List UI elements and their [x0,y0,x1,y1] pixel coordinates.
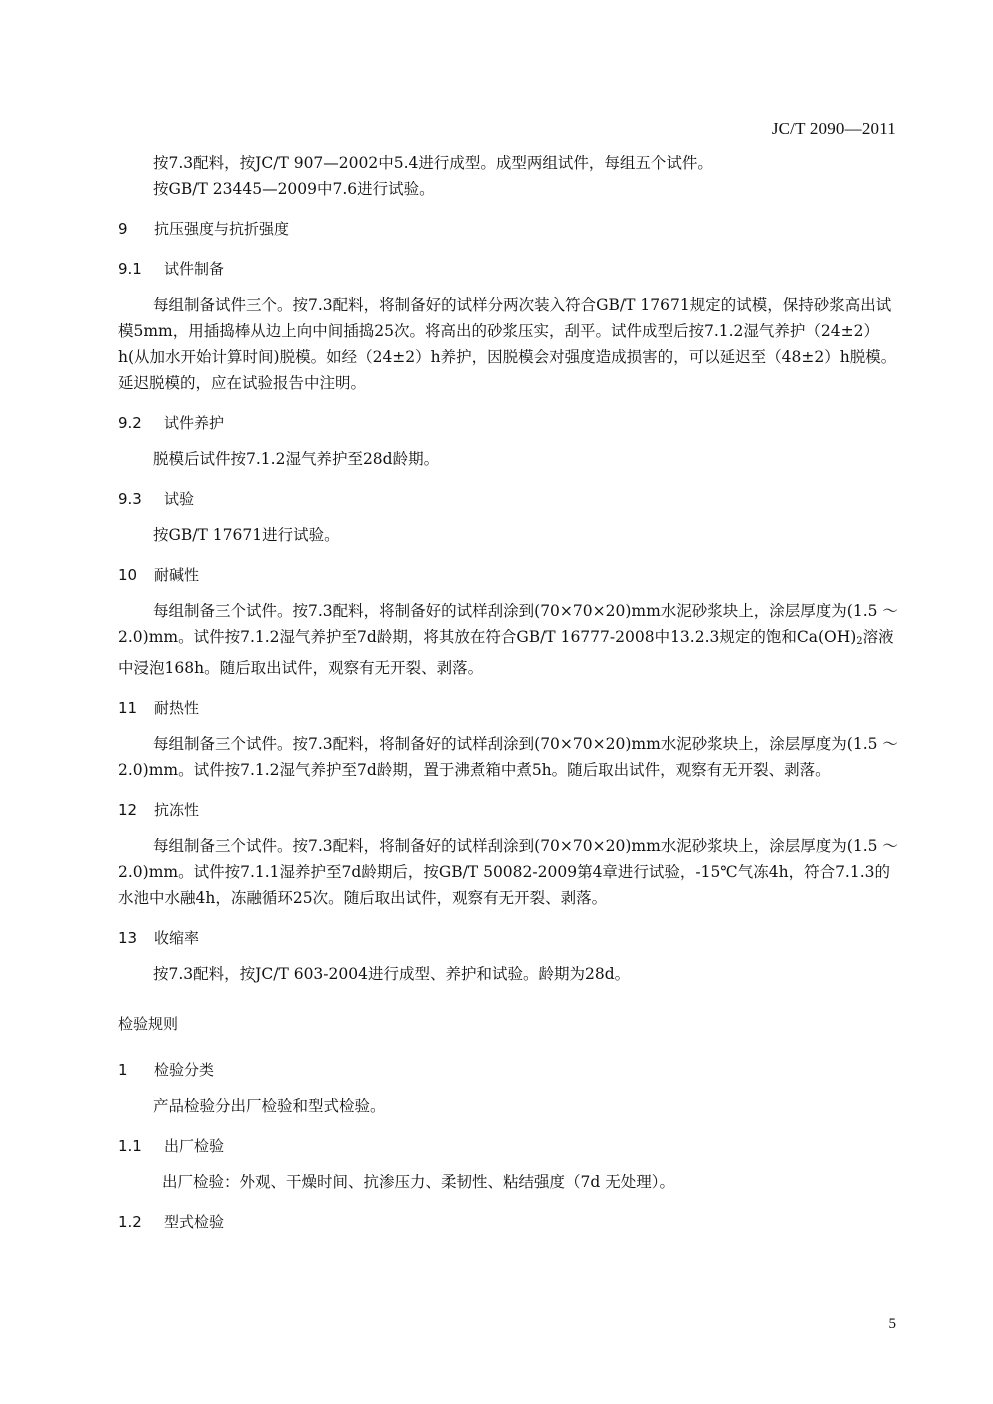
paragraph-heat-resistance: 每组制备三个试件。按7.3配料，将制备好的试样刮涂到(70×70×20)mm水泥砂浆块上，涂层厚度为(1.5 ～2.0)mm。试件按7.1.2湿气养护至7d龄期，置于沸煮箱中煮5h。随后取出试件，观察有无开裂、剥落。 [118,735,898,779]
page-number: 5 [888,1316,896,1332]
heading-section-9-1 [118,256,898,282]
heading-inspection-classification [118,1057,898,1083]
heading-number: 1.1 [118,1137,142,1155]
heading-number: 9.2 [118,414,142,432]
heading-title: 出厂检验 [164,1137,225,1155]
heading-section-12 [118,797,898,823]
subscript-2: 2 [856,636,863,647]
heading-number: 11 [118,699,138,717]
heading-number: 13 [118,929,138,947]
heading-number: 1 [118,1061,128,1079]
heading-title: 收缩率 [154,929,200,947]
heading-section-9-2 [118,410,898,436]
paragraph-test-method: 按GB/T 23445—2009中7.6进行试验。 [153,180,435,198]
paragraph-mix-method: 按7.3配料，按JC/T 907—2002中5.4进行成型。成型两组试件，每组五个试件。 [153,154,713,172]
heading-number: 10 [118,566,138,584]
paragraph-text-part: 每组制备三个试件。按7.3配料，将制备好的试样刮涂到(70×70×20)mm水泥砂浆块上，涂层厚度为(1.5 ～2.0)mm。试件按7.1.2湿气养护至7d龄期，将其放在符合GB/T 16777-2008中13.2.3规定的饱和Ca(OH) [118,602,898,646]
heading-title: 检验分类 [154,1061,215,1079]
heading-title: 检验规则 [118,1015,179,1033]
heading-title: 试验 [164,490,195,508]
paragraph-text-part: 溶液中浸泡168h。随后取出试件，观察有无开裂、剥落。 [118,628,894,677]
heading-title: 抗冻性 [154,801,200,819]
heading-number: 9 [118,220,128,238]
heading-number: 9.3 [118,490,142,508]
heading-title: 耐热性 [154,699,200,717]
paragraph-shrinkage: 按7.3配料，按JC/T 603-2004进行成型、养护和试验。龄期为28d。 [153,965,631,983]
paragraph-inspection-classification: 产品检验分出厂检验和型式检验。 [153,1097,386,1115]
heading-section-11 [118,695,898,721]
heading-section-13 [118,925,898,951]
paragraph-specimen-curing: 脱模后试件按7.1.2湿气养护至28d龄期。 [153,450,440,468]
heading-factory-inspection [118,1133,898,1159]
document-body [118,150,898,1245]
heading-section-9 [118,216,898,242]
heading-title: 耐碱性 [154,566,200,584]
document-code: JC/T 2090—2011 [771,119,896,138]
heading-title: 型式检验 [164,1213,225,1231]
heading-title: 试件制备 [164,260,225,278]
heading-title: 抗压强度与抗折强度 [154,220,290,238]
heading-section-9-3 [118,486,898,512]
heading-number: 1.2 [118,1213,142,1231]
heading-inspection-rules [118,1011,898,1037]
paragraph-factory-inspection: 出厂检验：外观、干燥时间、抗渗压力、柔韧性、粘结强度（7d 无处理）。 [162,1173,675,1191]
paragraph-freeze-resistance: 每组制备三个试件。按7.3配料，将制备好的试样刮涂到(70×70×20)mm水泥砂浆块上，涂层厚度为(1.5 ～2.0)mm。试件按7.1.1湿养护至7d龄期后，按GB/T 50082-2009第4章进行试验，-15℃气冻4h，符合7.1.3的水池中水融4h，冻融循环25次。随后取出试件，观察有无开裂、剥落。 [118,837,898,907]
paragraph-alkali-resistance [118,598,898,681]
heading-title: 试件养护 [164,414,225,432]
paragraph-test: 按GB/T 17671进行试验。 [153,526,340,544]
heading-section-10 [118,562,898,588]
heading-number: 9.1 [118,260,142,278]
paragraph-specimen-preparation: 每组制备试件三个。按7.3配料，将制备好的试样分两次装入符合GB/T 17671规定的试模，保持砂浆高出试模5mm，用插捣棒从边上向中间插捣25次。将高出的砂浆压实，刮平。试件成型后按7.1.2湿气养护（24±2）h(从加水开始计算时间)脱模。如经（24±2）h养护，因脱模会对强度造成损害的，可以延迟至（48±2）h脱模。延迟脱模的，应在试验报告中注明。 [118,296,897,392]
heading-type-inspection [118,1209,898,1235]
heading-number: 12 [118,801,138,819]
